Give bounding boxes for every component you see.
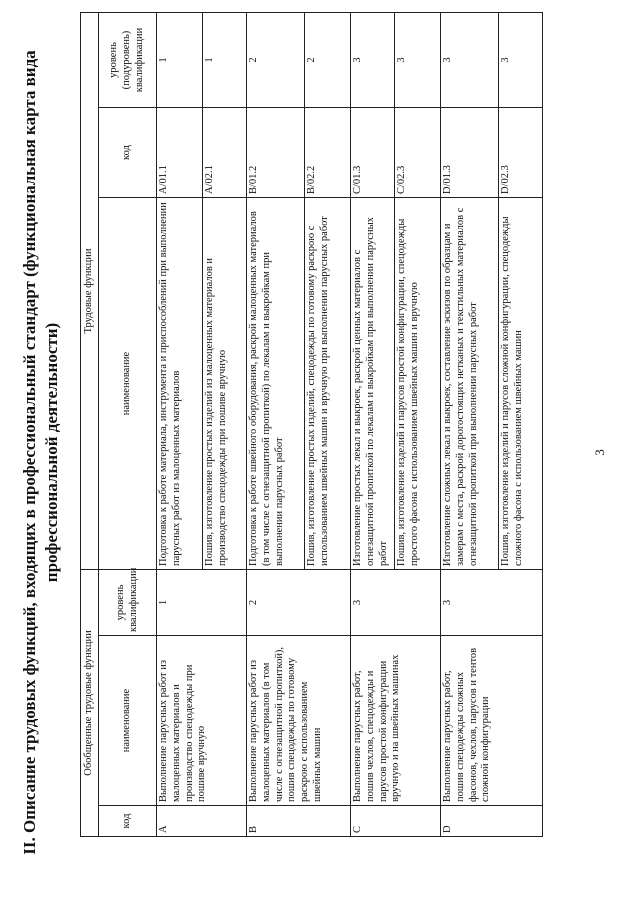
gen-level: 1: [157, 570, 247, 636]
gen-name: Выполнение парусных работ из малоценных материалов и производство спецодежды при пошиве вручную: [157, 636, 247, 806]
gen-code: D: [441, 806, 543, 837]
function-name: Пошив, изготовление изделий и парусов сложной конфигурации, спецодежды сложного фасона с использованием швейных машин: [499, 198, 543, 570]
function-level: 3: [351, 12, 395, 107]
function-level: 3: [395, 12, 441, 107]
gen-code: B: [247, 806, 351, 837]
function-code: B/01.2: [247, 108, 305, 198]
gen-level: 3: [441, 570, 543, 636]
function-code: A/02.1: [203, 108, 247, 198]
table-row: [351, 12, 395, 836]
function-name: Подготовка к работе швейного оборудования, раскрой малоценных материалов (в том числе с огнезащитной пропиткой) по лекалам и выкройкам при выполнении парусных работ: [247, 198, 305, 570]
gen-name: Выполнение парусных работ, пошив чехлов, спецодежды и парусов простой конфигурации вручную и на швейных машинах: [351, 636, 441, 806]
function-code: D/01.3: [441, 108, 499, 198]
function-code: C/01.3: [351, 108, 395, 198]
header-sublevel: уровень (подуровень) квалификации: [99, 12, 157, 107]
function-code: C/02.3: [395, 108, 441, 198]
gen-code: C: [351, 806, 441, 837]
function-level: 2: [247, 12, 305, 107]
section-subtitle: профессиональной деятельности): [42, 322, 61, 583]
gen-name: Выполнение парусных работ, пошив спецодежды сложных фасонов, чехлов, парусов и тентов сложной конфигурации: [441, 636, 543, 806]
function-level: 3: [499, 12, 543, 107]
header-code: код: [99, 806, 157, 837]
function-code: B/02.2: [305, 108, 351, 198]
function-level: 1: [157, 12, 203, 107]
gen-level: 2: [247, 570, 351, 636]
section-title: II. Описание трудовых функций, входящих в профессиональный стандарт (функциональная карта вида: [20, 50, 39, 855]
header-function-name: наименование: [99, 198, 157, 570]
header-name: наименование: [99, 636, 157, 806]
gen-name: Выполнение парусных работ из малоценных материалов (в том числе с огнезащитной пропиткой), пошив спецодежды по готовому раскрою с использованием швейных машин: [247, 636, 351, 806]
function-name: Изготовление сложных лекал и выкроек, составление эскизов по образцам и замерам с места, раскрой дорогостоящих нетканых и текстильных материалов с огнезащитной пропиткой при выполнении парусных работ: [441, 198, 499, 570]
function-code: A/01.1: [157, 108, 203, 198]
gen-level: 3: [351, 570, 441, 636]
table-row: [441, 12, 499, 836]
function-level: 1: [203, 12, 247, 107]
page-number: 3: [592, 449, 607, 456]
header-level: уровень квалификации: [99, 570, 157, 636]
function-name: Изготовление простых лекал и выкроек, раскрой ценных материалов с огнезащитной пропиткой по лекалам и выкройкам при выполнении парусных работ: [351, 198, 395, 570]
function-name: Пошив, изготовление изделий и парусов простой конфигурации, спецодежды простого фасона с использованием швейных машин и вручную: [395, 198, 441, 570]
header-function-code: код: [99, 108, 157, 198]
function-level: 2: [305, 12, 351, 107]
gen-code: A: [157, 806, 247, 837]
functional-map-table: [80, 12, 543, 837]
function-level: 3: [441, 12, 499, 107]
header-labor: Трудовые функции: [81, 12, 99, 569]
function-name: Пошив, изготовление простых изделий из малоценных материалов и производство спецодежды при пошиве вручную: [203, 198, 247, 570]
table-row: [157, 12, 203, 836]
function-name: Пошив, изготовление простых изделий, спецодежды по готовому раскрою с использованием швейных машин и вручную при выполнении парусных работ: [305, 198, 351, 570]
header-generalized: Обобщенные трудовые функции: [81, 570, 99, 837]
function-name: Подготовка к работе материала, инструмента и приспособлений при выполнении парусных работ из малоценных материалов: [157, 198, 203, 570]
function-code: D/02.3: [499, 108, 543, 198]
table-row: [247, 12, 305, 836]
